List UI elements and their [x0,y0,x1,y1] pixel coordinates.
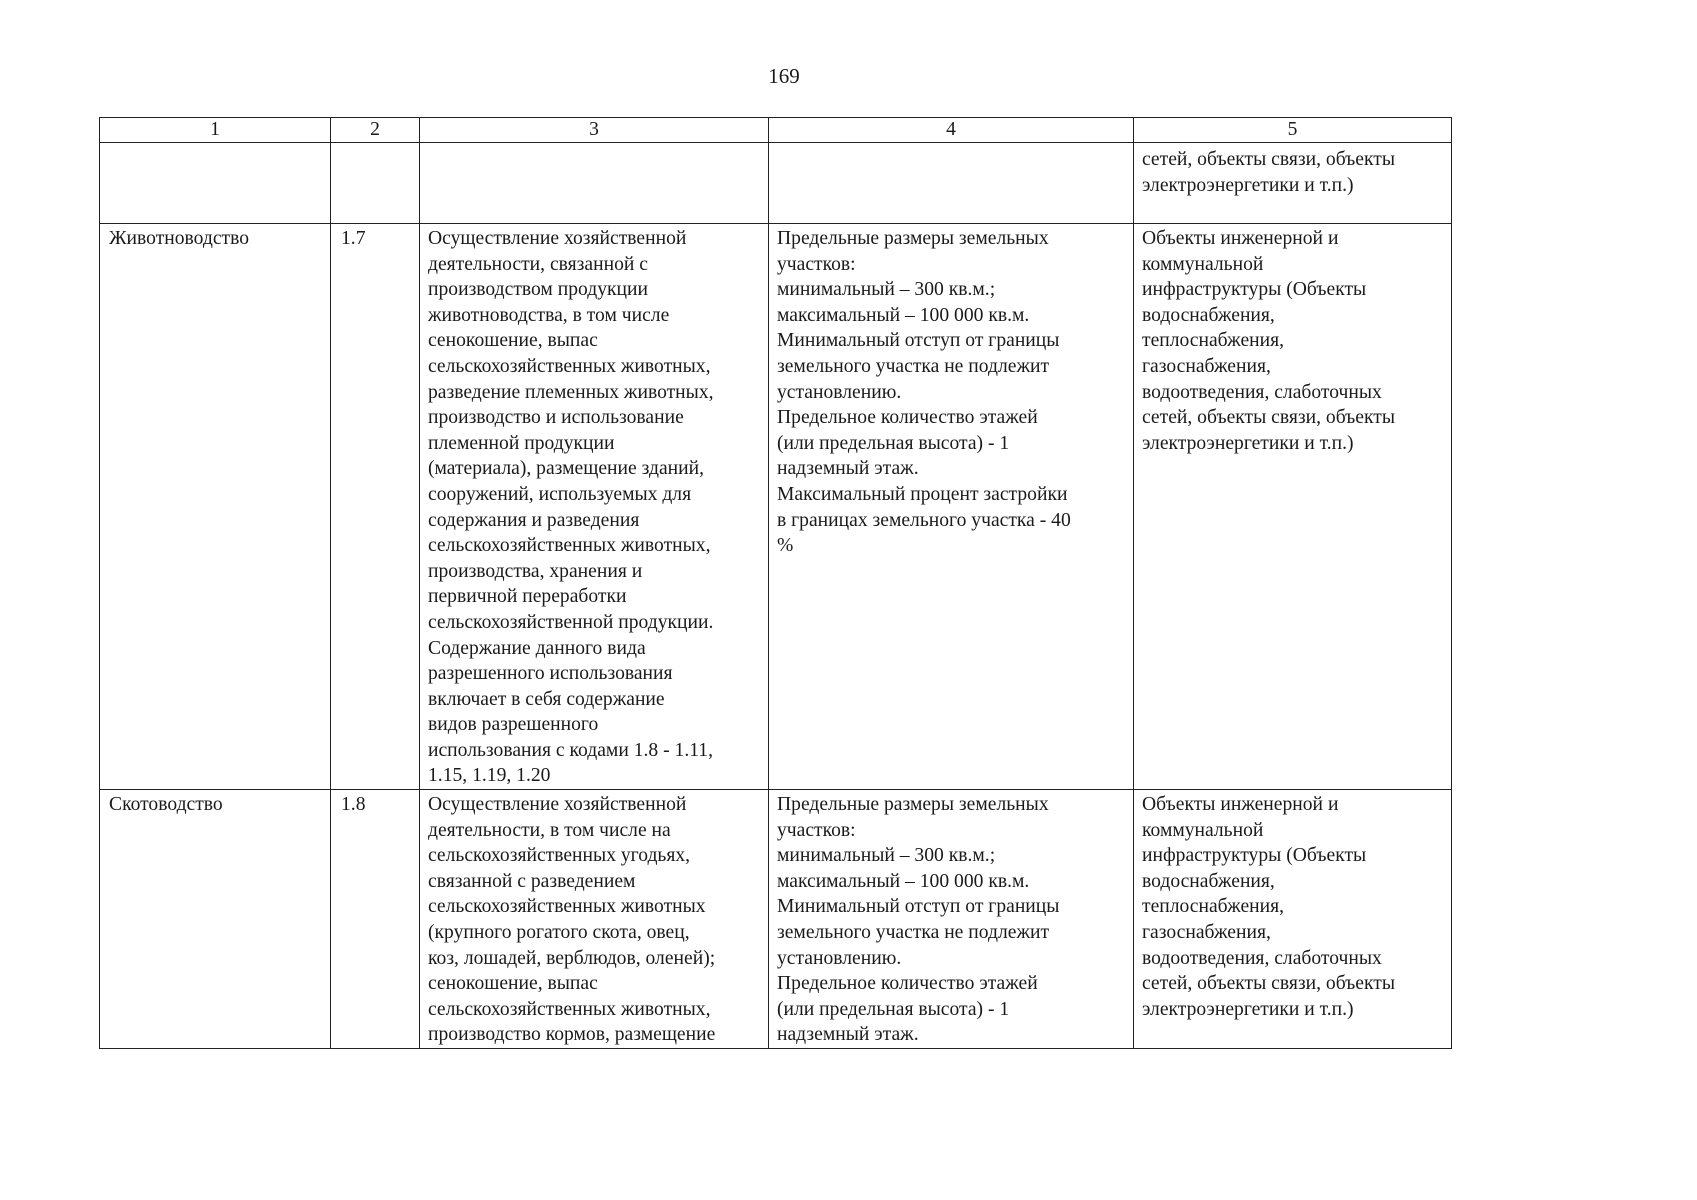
text-line: коммунальной [1142,819,1264,841]
text-line: сельскохозяйственных животных, [428,355,711,377]
text-line: разрешенного использования [428,663,673,685]
text-line: сельскохозяйственных животных [428,896,706,918]
empty-cell [100,143,331,224]
column-number-2: 2 [331,118,420,143]
land-use-name: Животноводство [100,224,331,790]
text-line: сетей, объекты связи, объекты [1142,407,1395,429]
land-use-code: 1.8 [331,790,420,1049]
column-number-3: 3 [420,118,769,143]
text-line: Минимальный отступ от границы [777,330,1060,352]
text-line: (или предельная высота) - 1 [777,432,1010,454]
table-row [100,790,1452,1049]
text-line: разведение племенных животных, [428,381,714,403]
text-line: коз, лошадей, верблюдов, оленей); [428,947,716,969]
text-line: сенокошение, выпас [428,330,598,352]
table-row [100,224,1452,790]
text-line: первичной переработки [428,586,627,608]
text-line: инфраструктуры (Объекты [1142,279,1367,301]
text-line: сельскохозяйственных животных, [428,535,711,557]
text-line: Осуществление хозяйственной [428,794,687,816]
column-number-5: 5 [1134,118,1452,143]
text-line: производство кормов, размещение [428,1024,716,1046]
text-line: участков: [777,253,856,275]
text-line: Объекты инженерной и [1142,228,1339,249]
text-line: племенной продукции [428,432,615,454]
land-use-name: Скотоводство [100,790,331,1049]
text-line: надземный этаж. [777,1024,919,1046]
text-line: электроэнергетики и т.п.) [1142,174,1354,196]
text-line: производство и использование [428,407,684,429]
text-line: сенокошение, выпас [428,973,598,995]
text-line: Предельное количество этажей [777,407,1038,429]
text-line: сетей, объекты связи, объекты [1142,149,1395,170]
text-line: электроэнергетики и т.п.) [1142,998,1354,1020]
text-line: сельскохозяйственных угодьях, [428,845,691,867]
text-line: производства, хранения и [428,560,643,582]
text-line: % [777,535,794,557]
column-number-4: 4 [769,118,1134,143]
text-line: Предельные размеры земельных [777,794,1049,816]
text-line: содержания и разведения [428,509,640,531]
text-line: газоснабжения, [1142,922,1271,944]
text-line: электроэнергетики и т.п.) [1142,432,1354,454]
text-line: земельного участка не подлежит [777,355,1050,377]
text-line: сетей, объекты связи, объекты [1142,973,1395,995]
text-line: видов разрешенного [428,714,599,736]
text-line: использования с кодами 1.8 - 1.11, [428,739,713,761]
text-line: сельскохозяйственных животных, [428,998,711,1020]
text-line: животноводства, в том числе [428,304,670,326]
table-header-row [100,118,1452,143]
text-line: теплоснабжения, [1142,330,1285,352]
text-line: 1.15, 1.19, 1.20 [428,765,551,787]
land-use-code: 1.7 [331,224,420,790]
text-line: Максимальный процент застройки [777,483,1068,505]
text-line: сельскохозяйственной продукции. [428,611,714,633]
text-line: в границах земельного участка - 40 [777,509,1071,531]
objects-cell [1134,790,1452,1049]
text-line: максимальный – 100 000 кв.м. [777,870,1030,892]
text-line: водоотведения, слаботочных [1142,947,1382,969]
text-line: Минимальный отступ от границы [777,896,1060,918]
page-number: 169 [768,64,800,88]
text-line: водоснабжения, [1142,870,1275,892]
text-line: включает в себя содержание [428,688,665,710]
continuation-row [100,143,1452,224]
description-cell [420,790,769,1049]
text-line: максимальный – 100 000 кв.м. [777,304,1030,326]
empty-cell [331,143,420,224]
text-line: участков: [777,819,856,841]
text-line: установлению. [777,947,902,969]
text-line: Осуществление хозяйственной [428,228,687,249]
text-line: производством продукции [428,279,648,301]
land-use-table [99,117,1452,1049]
text-line: сооружений, используемых для [428,483,692,505]
text-line: водоотведения, слаботочных [1142,381,1382,403]
text-line: надземный этаж. [777,458,919,480]
text-line: инфраструктуры (Объекты [1142,845,1367,867]
text-line: (материала), размещение зданий, [428,458,704,480]
description-cell [420,224,769,790]
text-line: (крупного рогатого скота, овец, [428,922,690,944]
text-line: Объекты инженерной и [1142,794,1339,816]
parameters-cell [769,224,1134,790]
empty-cell [769,143,1134,224]
objects-cell [1134,143,1452,224]
text-line: установлению. [777,381,902,403]
text-line: связанной с разведением [428,870,636,892]
parameters-cell [769,790,1134,1049]
text-line: минимальный – 300 кв.м.; [777,279,996,301]
text-line: деятельности, в том числе на [428,819,671,841]
objects-cell [1134,224,1452,790]
text-line: минимальный – 300 кв.м.; [777,845,996,867]
text-line: Содержание данного вида [428,637,646,659]
text-line: коммунальной [1142,253,1264,275]
empty-cell [420,143,769,224]
text-line: газоснабжения, [1142,355,1271,377]
column-number-1: 1 [100,118,331,143]
text-line: деятельности, связанной с [428,253,648,275]
text-line: водоснабжения, [1142,304,1275,326]
text-line: Предельные размеры земельных [777,228,1049,249]
text-line: (или предельная высота) - 1 [777,998,1010,1020]
text-line: теплоснабжения, [1142,896,1285,918]
text-line: Предельное количество этажей [777,973,1038,995]
text-line: земельного участка не подлежит [777,922,1050,944]
